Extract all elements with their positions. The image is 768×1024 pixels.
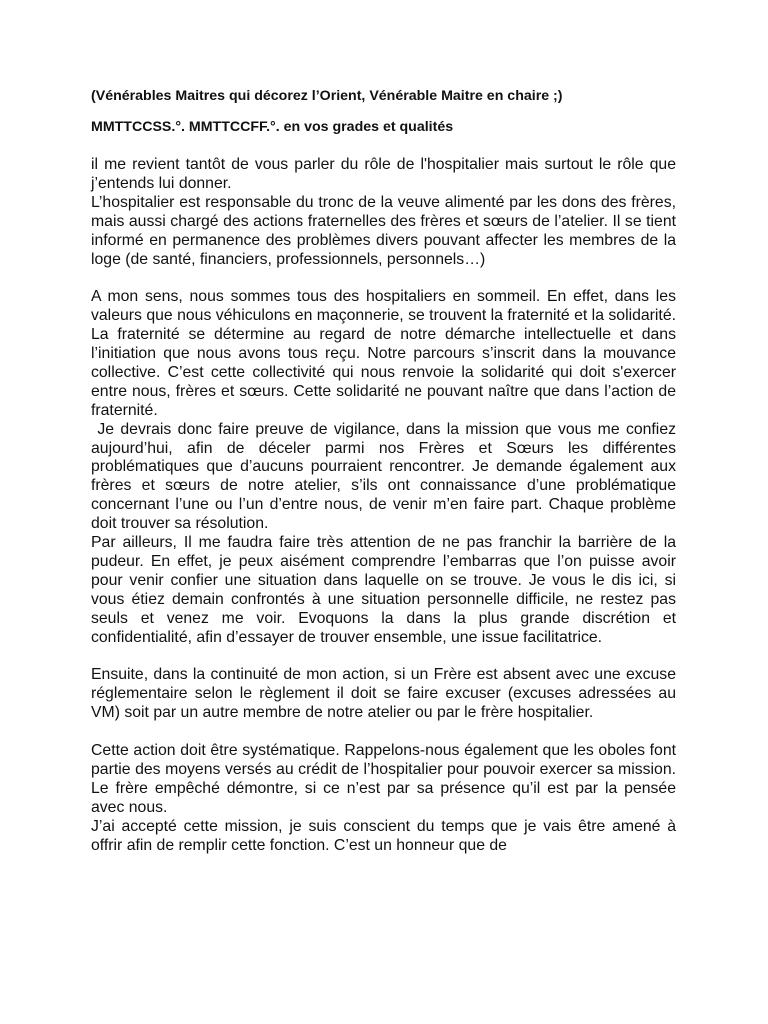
paragraph: A mon sens, nous sommes tous des hospitaliers en sommeil. En effet, dans les valeurs que nous véhiculons en maçonnerie, se trouvent la fraternité et la solidarité. La fraternité se détermine au regard de notre démarche intellectuelle et dans l’initiation que nous avons tous reçu. Notre parcours s’inscrit dans la mouvance collective. C’est cette collectivité qui nous renvoie la solidarité qui doit s'exercer entre nous, frères et sœurs. Cette solidarité ne pouvant naître que dans l’action de fraternité. bbox=[91, 288, 676, 419]
paragraph: Ensuite, dans la continuité de mon action, si un Frère est absent avec une excuse réglementaire selon le règlement il doit se faire excuser (excuses adressées au VM) soit par un autre membre de notre atelier ou par le frère hospitalier. bbox=[91, 666, 676, 722]
paragraph: L’hospitalier est responsable du tronc de la veuve alimenté par les dons des frères, mais aussi chargé des actions fraternelles des frères et sœurs de l’atelier. Il se tient informé en permanence des problèmes divers pouvant affecter les membres de la loge (de santé, financiers, professionnels, personnels…) bbox=[91, 193, 676, 268]
paragraph: Je devrais donc faire preuve de vigilance, dans la mission que vous me confiez aujourd’hui, afin de déceler parmi nos Frères et Sœurs les différentes problématiques que d’aucuns pourraient rencontrer. Je demande également aux frères et sœurs de notre atelier, s’ils ont connaissance d’une problématique concernant l’une ou l’un d’entre nous, de venir m’en faire part. Chaque problème doit trouver sa résolution. bbox=[91, 420, 681, 533]
paragraph: il me revient tantôt de vous parler du rôle de l'hospitalier mais surtout le rôle que j’entends lui donner. bbox=[91, 156, 676, 192]
salutation-heading: (Vénérables Maitres qui décorez l’Orient, Vénérable Maitre en chaire ;) bbox=[91, 88, 563, 104]
paragraph: J’ai accepté cette mission, je suis conscient du temps que je vais être amené à offrir afin de remplir cette fonction. C’est un honneur que de bbox=[91, 817, 676, 854]
paragraph: Par ailleurs, Il me faudra faire très attention de ne pas franchir la barrière de la pudeur. En effet, je peux aisément comprendre l’embarras que l’on puisse avoir pour venir confier une situation dans laquelle on se trouve. Je vous le dis ici, si vous étiez demain confrontés à une situation personnelle difficile, ne restez pas seuls et venez me voir. Evoquons la dans la plus grande discrétion et confidentialité, afin d’essayer de trouver ensemble, une issue facilitatrice. bbox=[91, 534, 676, 646]
document-page bbox=[91, 88, 681, 855]
paragraph: Cette action doit être systématique. Rappelons-nous également que les oboles font partie des moyens versés au crédit de l’hospitalier pour pouvoir exercer sa mission. Le frère empêché démontre, si ce n’est par sa présence qu’il est par la pensée avec nous. bbox=[91, 742, 676, 816]
address-heading: MMTTCCSS.°. MMTTCCFF.°. en vos grades et qualités bbox=[91, 119, 454, 135]
document-body bbox=[91, 156, 681, 855]
